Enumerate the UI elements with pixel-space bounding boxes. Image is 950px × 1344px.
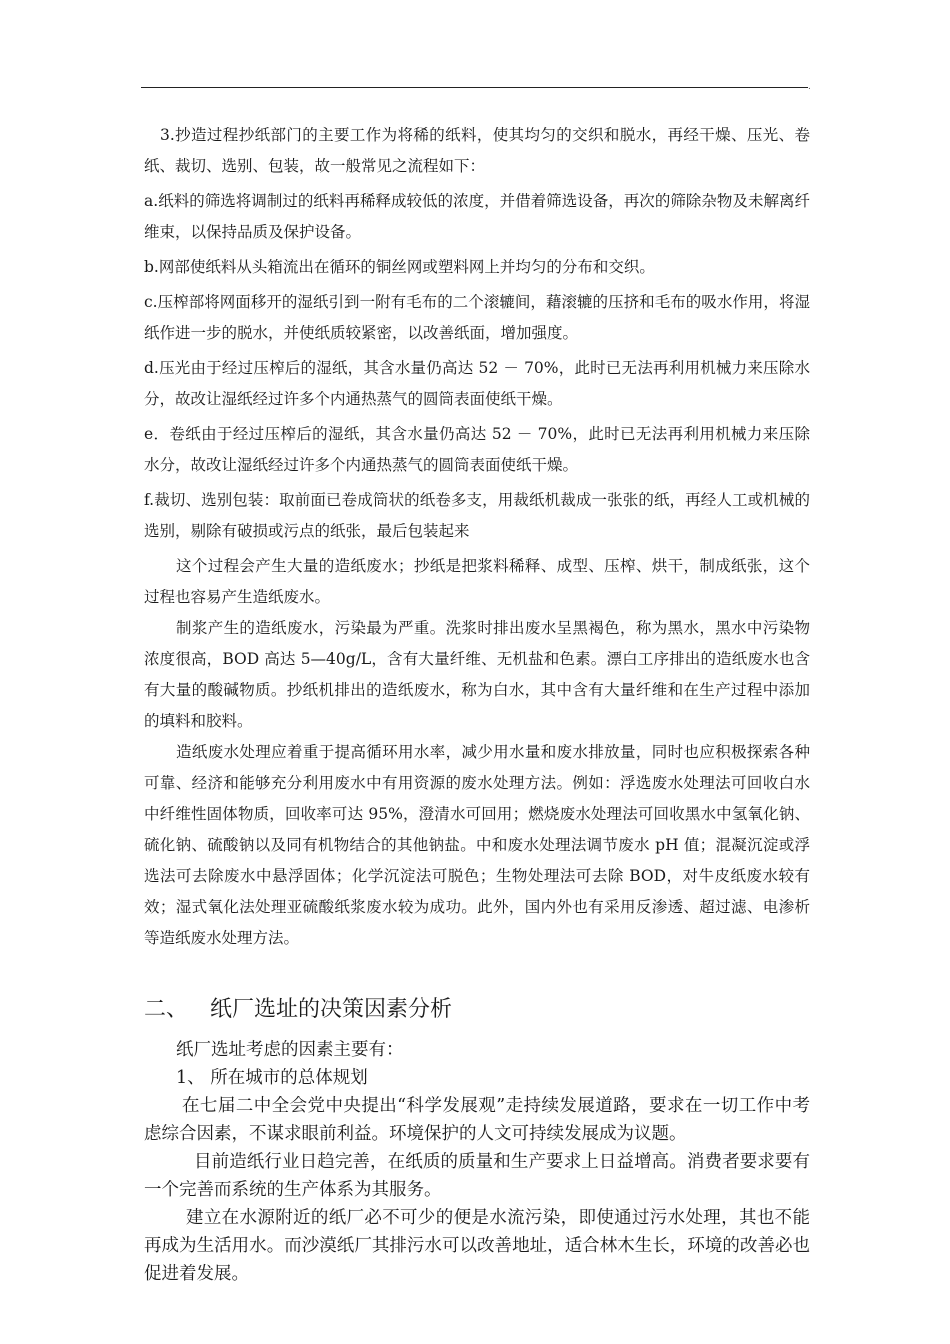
paragraph-process: 这个过程会产生大量的造纸废水；抄纸是把浆料稀释、成型、压榨、烘干，制成纸张，这个过程也容易产生造纸废水。	[144, 557, 810, 606]
factors-intro: 纸厂选址考虑的因素主要有：	[176, 1040, 404, 1060]
header-rule-mark: .	[808, 82, 811, 92]
paragraph-pulping: 制浆产生的造纸废水，污染最为严重。洗浆时排出废水呈黑褐色，称为黑水，黑水中污染物浓度很高，BOD 高达 5—40g/L，含有大量纤维、无机盐和色素。漂白工序排出的造纸废水也含有大量的酸碱物质。抄纸机排出的造纸废水，称为白水，其中含有大量纤维和在生产过程中添加的填料和胶料。	[144, 619, 810, 730]
factor-1: 1、 所在城市的总体规划	[176, 1068, 368, 1088]
step-e: e．卷纸由于经过压榨后的湿纸，其含水量仍高达 52 － 70%，此时已无法再利用机械力来压除水分，故改让湿纸经过许多个内通热蒸气的圆筒表面使纸干燥。	[144, 425, 810, 474]
step-f: f.裁切、选别包装：取前面已卷成筒状的纸卷多支，用裁纸机裁成一张张的纸，再经人工或机械的选别，剔除有破损或污点的纸张，最后包装起来	[144, 491, 810, 540]
document-body	[144, 120, 810, 1288]
paragraph-development: 在七届二中全会党中央提出“科学发展观”走持续发展道路，要求在一切工作中考虑综合因素，不谋求眼前利益。环境保护的人文可持续发展成为议题。	[144, 1096, 810, 1144]
paragraph-industry: 目前造纸行业日趋完善，在纸质的质量和生产要求上日益增高。消费者要求要有一个完善而系统的生产体系为其服务。	[144, 1152, 810, 1200]
step-b: b.网部使纸料从头箱流出在循环的铜丝网或塑料网上并均匀的分布和交织。	[144, 258, 655, 276]
paragraph-water: 建立在水源附近的纸厂必不可少的便是水流污染，即使通过污水处理，其也不能再成为生活用水。而沙漠纸厂其排污水可以改善地址，适合林木生长，环境的改善必也促进着发展。	[144, 1208, 810, 1284]
section-title: 纸厂选址的决策因素分析	[210, 997, 453, 1022]
header-rule	[141, 87, 808, 88]
section-heading	[144, 994, 810, 1026]
step-d: d.压光由于经过压榨后的湿纸，其含水量仍高达 52 － 70%，此时已无法再利用机械力来压除水分，故改让湿纸经过许多个内通热蒸气的圆筒表面使纸干燥。	[144, 359, 810, 408]
paragraph-treatment: 造纸废水处理应着重于提高循环用水率，减少用水量和废水排放量，同时也应积极探索各种可靠、经济和能够充分利用废水中有用资源的废水处理方法。例如：浮选废水处理法可回收白水中纤维性固体物质，回收率可达 95%，澄清水可回用；燃烧废水处理法可回收黑水中氢氧化钠、硫化钠、硫酸钠以及同有机物结合的其他钠盐。中和废水处理法调节废水 pH 值；混凝沉淀或浮选法可去除废水中悬浮固体；化学沉淀法可脱色；生物处理法可去除 BOD，对牛皮纸废水较有效；湿式氧化法处理亚硫酸纸浆废水较为成功。此外，国内外也有采用反渗透、超过滤、电渗析等造纸废水处理方法。	[144, 743, 810, 947]
step-a: a.纸料的筛选将调制过的纸料再稀释成较低的浓度，并借着筛选设备，再次的筛除杂物及未解离纤维束，以保持品质及保护设备。	[144, 192, 810, 241]
intro-paragraph: 3.抄造过程抄纸部门的主要工作为将稀的纸料，使其均匀的交织和脱水，再经干燥、压光、卷纸、裁切、选别、包装，故一般常见之流程如下：	[144, 126, 810, 175]
step-c: c.压榨部将网面移开的湿纸引到一附有毛布的二个滚辘间，藉滚辘的压挤和毛布的吸水作用，将湿纸作进一步的脱水，并使纸质较紧密，以改善纸面，增加强度。	[144, 293, 810, 342]
section-number: 二、	[144, 997, 189, 1022]
